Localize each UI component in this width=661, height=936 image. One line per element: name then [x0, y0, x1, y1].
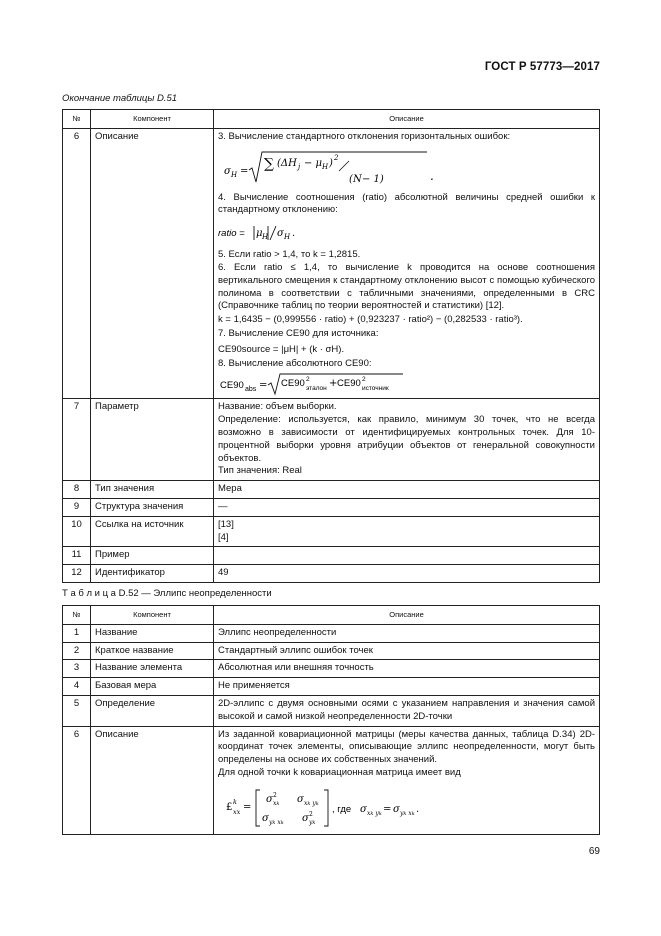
svg-text:− μ: − μ: [304, 157, 323, 169]
row-description: Стандартный эллипс ошибок точек: [214, 642, 600, 660]
column-header-description: Описание: [214, 110, 600, 129]
covariance-intro-text: Из заданной ковариационной матрицы (меры качества данных, таблица D.34) 2D-координат точек элементы, описывающие эллипс неопределенности, могут быть определены на основе их собственных значений.: [218, 728, 595, 766]
table-caption-d52: Т а б л и ц а D.52 — Эллипс неопределенности: [62, 588, 272, 599]
svg-text:.: .: [292, 228, 296, 240]
svg-text:=: =: [259, 380, 268, 392]
step-7-text: 7. Вычисление CE90 для источника:: [218, 327, 379, 339]
row-component: Пример: [91, 547, 214, 565]
svg-text:xx: xx: [233, 807, 241, 816]
row-component: Параметр: [91, 399, 214, 481]
table-row: [63, 660, 600, 678]
svg-text:.: .: [430, 168, 434, 183]
svg-text:xk yk: xk yk: [367, 809, 382, 817]
row-number: 12: [63, 565, 91, 583]
svg-text:yk xk: yk xk: [400, 809, 415, 817]
row-number: 11: [63, 547, 91, 565]
svg-text:2: 2: [334, 153, 339, 162]
svg-text:(ΔH: (ΔH: [277, 157, 297, 169]
row-number: 9: [63, 498, 91, 516]
table-row: [63, 547, 600, 565]
svg-text:yk: yk: [309, 818, 316, 826]
row-number: 10: [63, 516, 91, 547]
ce90-source-formula: CE90source = |μH| + (k · σH).: [218, 343, 345, 355]
step-4-text: 4. Вычисление соотношения (ratio) абсолютной величины средней ошибки к стандартному отклонению:: [218, 191, 595, 216]
row-number: 4: [63, 678, 91, 696]
covariance-matrix-graphic: [218, 784, 538, 830]
svg-text:): ): [329, 157, 333, 169]
svg-text:ratio =: ratio =: [218, 228, 245, 240]
table-row: [63, 695, 600, 726]
svg-text:.: .: [416, 803, 420, 815]
svg-text:σ: σ: [277, 228, 284, 240]
table-caption-d51: Окончание таблицы D.51: [62, 93, 178, 104]
parameter-definition: Определение: используется, как правило, минимум 30 точек, что не всегда возможно в зависимости от идентифицируемых контрольных точек. Для 10-процентной выборки уровня атрибуции объектов от генеральной совокупности объектов.: [218, 414, 595, 464]
svg-text:σ: σ: [393, 803, 400, 815]
table-row: [63, 624, 600, 642]
column-header-component: Компонент: [91, 110, 214, 129]
svg-text:− 1): − 1): [362, 173, 384, 185]
table-row: [63, 399, 600, 481]
row-number: 3: [63, 660, 91, 678]
table-row: [63, 128, 600, 399]
table-row: [63, 565, 600, 583]
row-description: [214, 128, 600, 399]
row-description: 2D-эллипс с двумя основными осями с указанием направления и значения самой высокой и самой низкой неопределенности 2D-точки: [214, 695, 600, 726]
parameter-name: Название: объем выборки.: [218, 401, 337, 413]
row-description: [214, 399, 600, 481]
svg-text:эталон: эталон: [306, 385, 327, 393]
covariance-matrix-formula: [218, 784, 595, 828]
svg-text:σ: σ: [297, 793, 304, 805]
svg-text:£: £: [226, 801, 233, 813]
svg-text:=: =: [243, 801, 252, 813]
table-row: [63, 726, 600, 834]
svg-text:σ: σ: [302, 812, 309, 824]
svg-text:abs: abs: [245, 386, 257, 394]
ce90-abs-formula: [218, 372, 595, 396]
sigma-h-formula-graphic: [222, 150, 482, 188]
svg-text:=: =: [383, 803, 392, 815]
row-number: 7: [63, 399, 91, 481]
svg-text:μ: μ: [256, 228, 263, 240]
step-8-text: 8. Вычисление абсолютного CE90:: [218, 357, 372, 369]
reference-13: [13]: [218, 518, 234, 530]
svg-text:(: (: [349, 173, 353, 185]
row-component: Базовая мера: [91, 678, 214, 696]
step-3-text: 3. Вычисление стандартного отклонения горизонтальных ошибок:: [218, 130, 511, 142]
row-number: 6: [63, 726, 91, 834]
where-word: , где: [332, 803, 352, 815]
svg-text:j: j: [298, 162, 301, 171]
table-row: [63, 498, 600, 516]
step-5-text: 5. Если ratio > 1,4, то k = 1,2815.: [218, 249, 361, 261]
row-description: Абсолютная или внешняя точность: [214, 660, 600, 678]
row-number: 8: [63, 481, 91, 499]
row-component: Название элемента: [91, 660, 214, 678]
row-number: 2: [63, 642, 91, 660]
table-header-row: [63, 110, 600, 129]
svg-text:2: 2: [362, 376, 366, 384]
svg-text:σ: σ: [224, 165, 231, 177]
column-header-number: №: [63, 606, 91, 625]
table-row: [63, 481, 600, 499]
table-row: [63, 678, 600, 696]
covariance-point-text: Для одной точки k ковариационная матрица имеет вид: [218, 766, 461, 778]
ratio-formula: [218, 221, 595, 243]
row-description: —: [214, 498, 600, 516]
k-formula: k = 1,6435 − (0,999556 · ratio) + (0,923237 · ratio²) − (0,282533 · ratio³).: [218, 314, 523, 326]
row-component: Определение: [91, 695, 214, 726]
row-description: [214, 516, 600, 547]
svg-text:H: H: [322, 162, 329, 171]
reference-4: [4]: [218, 531, 229, 543]
row-description: [214, 726, 600, 834]
row-component: Идентификатор: [91, 565, 214, 583]
svg-text:σ: σ: [360, 803, 367, 815]
svg-text:∑: ∑: [264, 155, 274, 172]
svg-text:2: 2: [306, 376, 310, 384]
svg-text:источник: источник: [362, 385, 389, 393]
svg-text:H: H: [262, 233, 269, 242]
row-component: Ссылка на источник: [91, 516, 214, 547]
svg-text:+: +: [329, 378, 338, 390]
svg-text:σ: σ: [262, 812, 269, 824]
row-description: 49: [214, 565, 600, 583]
svg-text:yk xk: yk xk: [269, 818, 284, 826]
ce90-abs-formula-graphic: [218, 372, 438, 396]
document-code: ГОСТ Р 57773—2017: [484, 61, 600, 73]
column-header-component: Компонент: [91, 606, 214, 625]
table-d52: [62, 605, 600, 835]
svg-text:N: N: [353, 173, 362, 185]
table-header-row: [63, 606, 600, 625]
page-number: 69: [588, 846, 600, 857]
row-component: Краткое название: [91, 642, 214, 660]
row-component: Описание: [91, 726, 214, 834]
svg-text:2: 2: [273, 791, 277, 799]
svg-text:σ: σ: [266, 793, 273, 805]
row-component: Тип значения: [91, 481, 214, 499]
row-component: Структура значения: [91, 498, 214, 516]
table-row: [63, 516, 600, 547]
row-number: 5: [63, 695, 91, 726]
row-description: Эллипс неопределенности: [214, 624, 600, 642]
svg-text:xk: xk: [273, 799, 280, 807]
row-number: 6: [63, 128, 91, 399]
svg-text:xk yk: xk yk: [304, 799, 319, 807]
row-component: Описание: [91, 128, 214, 399]
row-number: 1: [63, 624, 91, 642]
parameter-value-type: Тип значения: Real: [218, 465, 302, 477]
column-header-number: №: [63, 110, 91, 129]
column-header-description: Описание: [214, 606, 600, 625]
row-description: Не применяется: [214, 678, 600, 696]
ratio-formula-graphic: [218, 221, 418, 243]
svg-text:H: H: [284, 233, 291, 242]
sigma-h-formula: [222, 150, 595, 186]
table-row: [63, 642, 600, 660]
svg-text:k: k: [233, 797, 237, 806]
row-description: Мера: [214, 481, 600, 499]
svg-text:2: 2: [309, 810, 313, 818]
table-d51: [62, 109, 600, 583]
svg-text:CE90: CE90: [220, 380, 244, 392]
row-component: Название: [91, 624, 214, 642]
svg-text:=: =: [240, 165, 249, 177]
step-6-text: 6. Если ratio ≤ 1,4, то вычисление k проводится на основе соотношения вертикального смещения к стандартному отклонению высот с помощью кубического полинома в соответствии с табличными значениями, определенными в CRC (Справочнике таблиц по теории вероятностей и статистики) [12].: [218, 261, 595, 312]
svg-text:CE90: CE90: [281, 378, 305, 390]
svg-text:CE90: CE90: [337, 378, 361, 390]
svg-text:H: H: [231, 170, 238, 179]
row-description: [214, 547, 600, 565]
